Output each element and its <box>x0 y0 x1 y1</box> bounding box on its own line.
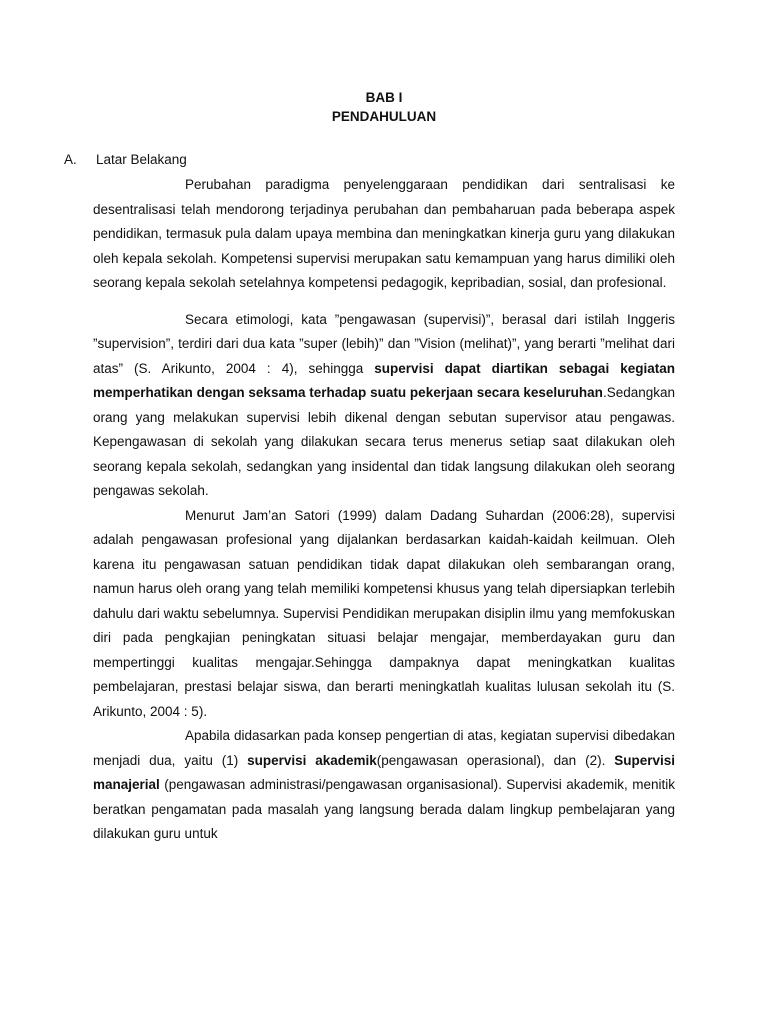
text-run: Menurut Jam’an Satori (1999) dalam Dadang Suhardan (2006:28), supervisi adalah pengawasan profesional yang dijalankan berdasarkan kaidah-kaidah keilmuan. Oleh karena itu pengawasan satuan pendidikan tidak dapat dilakukan oleh sembarangan orang, namun harus oleh orang yang telah memiliki kompetensi khusus yang telah dipersiapkan terlebih dahulu dari waktu sebelumnya. Supervisi Pendidikan merupakan disiplin ilmu yang memfokuskan diri pada pengkajian peningkatan situasi belajar mengajar, memberdayakan guru dan mempertinggi kualitas mengajar.Sehingga dampaknya dapat meningkatkan kualitas pembelajaran, prestasi belajar siswa, dan berarti meningkatlah kualitas lulusan sekolah itu (S. Arikunto, 2004 : 5). <box>93 507 675 719</box>
body-text <box>93 173 675 847</box>
text-run: (pengawasan operasional), dan (2). <box>376 752 615 768</box>
bold-text: Supervisi manajerial <box>93 752 675 792</box>
chapter-title: PENDAHULUAN <box>331 109 437 124</box>
section-number: A. <box>64 152 77 167</box>
section-title: Latar Belakang <box>96 152 187 167</box>
bold-text: supervisi akademik <box>247 752 377 768</box>
bold-text: supervisi dapat diartikan sebagai kegiatan memperhatikan dengan seksama terhadap suatu pekerjaan secara keseluruhan <box>93 360 675 400</box>
paragraph-4 <box>93 724 675 847</box>
paragraph-3 <box>93 504 675 725</box>
text-run: (pengawasan administrasi/pengawasan organisasional). Supervisi akademik, menitik beratkan pengamatan pada masalah yang langsung berada dalam lingkup pembelajaran yang dilakukan guru untuk <box>93 777 675 841</box>
text-run: Secara etimologi, kata ”pengawasan (supervisi)”, berasal dari istilah Inggeris ”supervision”, terdiri dari dua kata ”super (lebih)” dan ”Vision (melihat)”, yang berarti ”melihat dari atas” (S. Arikunto, 2004 : 4), sehingga <box>93 311 675 376</box>
text-run: Apabila didasarkan pada konsep pengertian di atas, kegiatan supervisi dibedakan menjadi dua, yaitu (1) <box>93 728 675 768</box>
section-heading <box>64 151 187 168</box>
paragraph-1 <box>93 173 675 296</box>
text-run: .Sedangkan orang yang melakukan supervisi lebih dikenal dengan sebutan supervisor atau pengawas. Kepengawasan di sekolah yang dilakukan secara terus menerus setiap saat dilakukan oleh seorang kepala sekolah, sedangkan yang insidental dan tidak langsung dilakukan oleh seorang pengawas sekolah. <box>93 385 675 498</box>
text-run: Perubahan paradigma penyelenggaraan pendidikan dari sentralisasi ke desentralisasi telah mendorong terjadinya perubahan dan pembaharuan pada beberapa aspek pendidikan, termasuk pula dalam upaya membina dan meningkatkan kinerja guru yang dilakukan oleh kepala sekolah. Kompetensi supervisi merupakan satu kemampuan yang harus dimiliki oleh seorang kepala sekolah setelahnya kompetensi pedagogik, kepribadian, sosial, dan profesional. <box>93 177 675 290</box>
chapter-number: BAB I <box>365 90 403 105</box>
paragraph-2 <box>93 308 675 504</box>
